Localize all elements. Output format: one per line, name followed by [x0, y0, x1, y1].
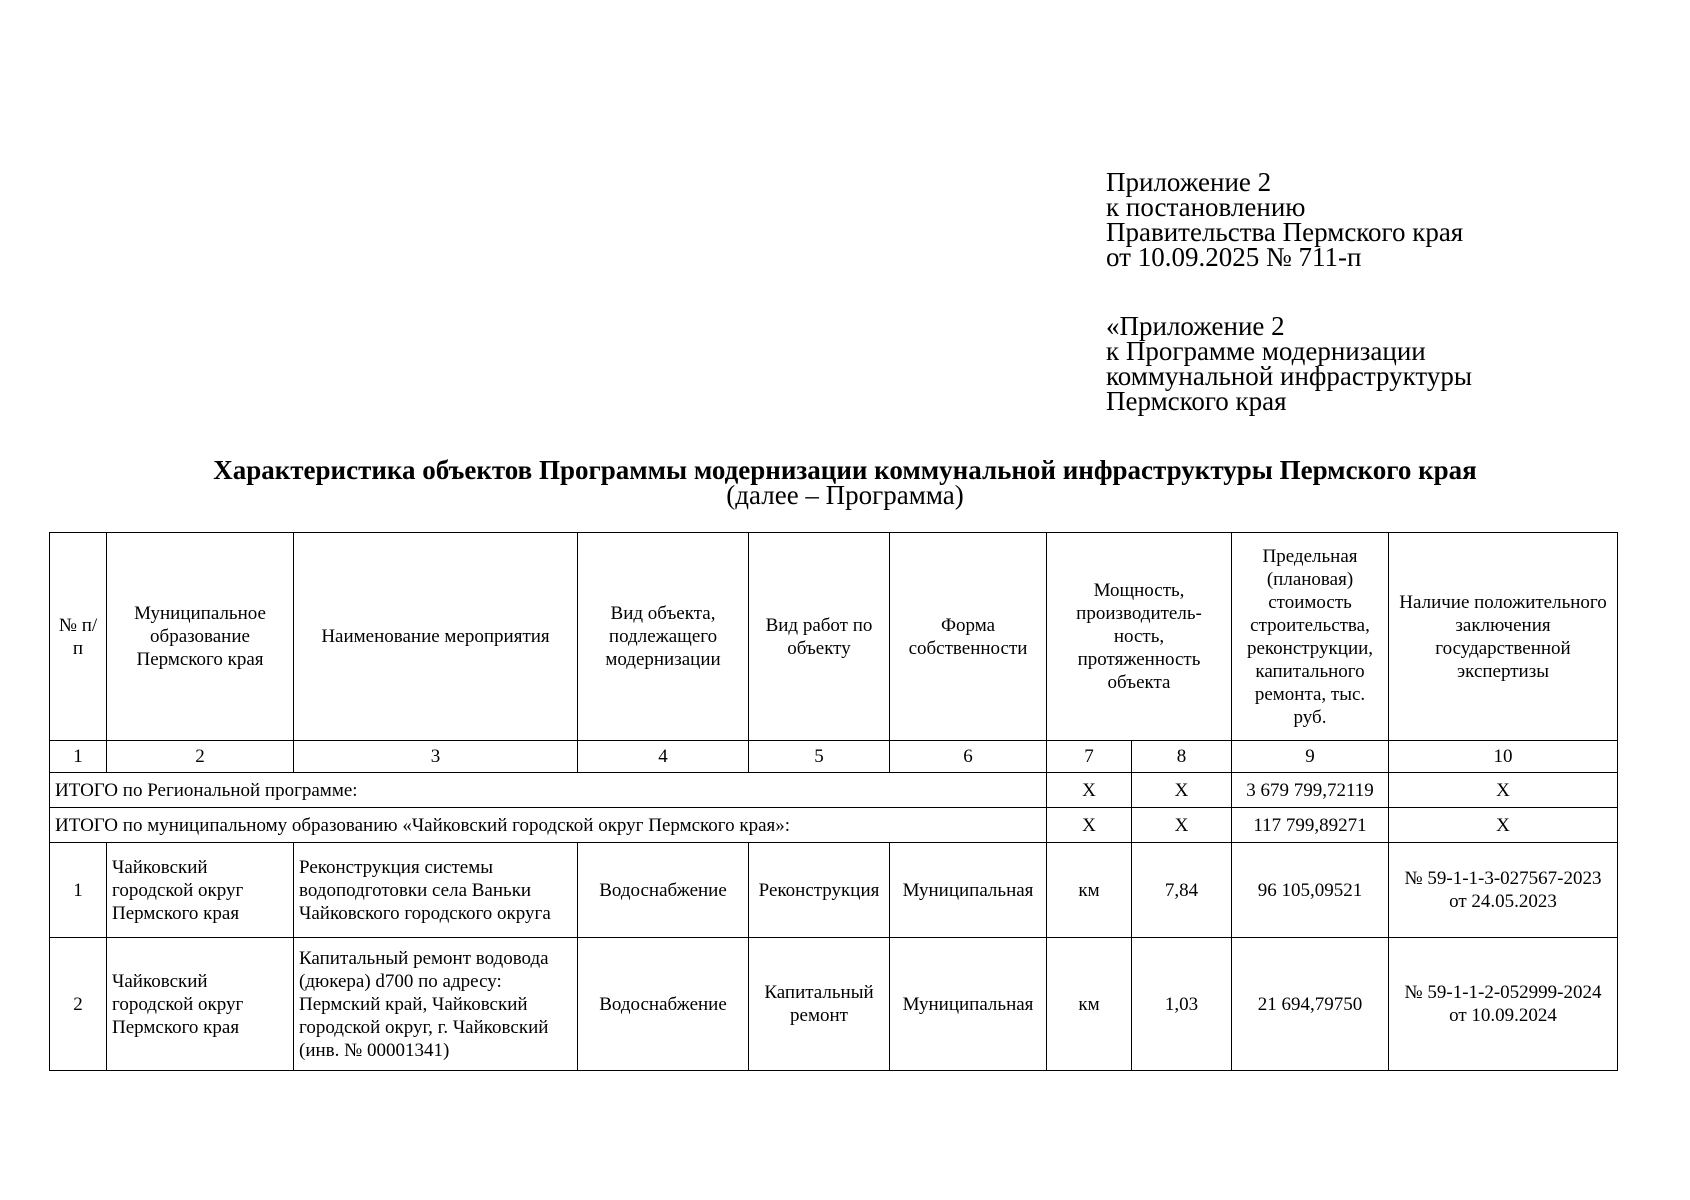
cell-object-type: Водоснабжение	[578, 843, 749, 938]
cell-expertise	[1389, 938, 1618, 1071]
total-expertise: Х	[1389, 773, 1618, 808]
column-number-row	[50, 741, 1618, 773]
total-expertise: Х	[1389, 808, 1618, 843]
total-unit: Х	[1047, 808, 1132, 843]
cell-unit: км	[1047, 938, 1132, 1071]
column-number: 6	[890, 741, 1047, 773]
cell-work-type: Капитальный ремонт	[749, 938, 890, 1071]
expertise-number: № 59-1-1-3-027567-2023	[1404, 868, 1602, 889]
header-event-name: Наименование мероприятия	[294, 533, 578, 741]
cell-event-name: Капитальный ремонт водовода (дюкера) d700 по адресу: Пермский край, Чайковский городской округ, г. Чайковский (инв. № 00001341)	[294, 938, 578, 1071]
appendix-header	[1106, 167, 1576, 272]
cell-unit: км	[1047, 843, 1132, 938]
table-header-row	[50, 533, 1618, 741]
program-appendix-line: к Программе модернизации	[1106, 336, 1426, 366]
expertise-date: от 10.09.2024	[1449, 1005, 1557, 1026]
program-appendix-line: «Приложение 2	[1106, 311, 1285, 341]
document-title: Характеристика объектов Программы модернизации коммунальной инфраструктуры Пермского края	[213, 455, 1477, 485]
appendix-line: Приложение 2	[1106, 167, 1272, 197]
total-cost: 3 679 799,72119	[1232, 773, 1389, 808]
header-work-type: Вид работ по объекту	[749, 533, 890, 741]
total-label: ИТОГО по муниципальному образованию «Чайковский городской округ Пермского края»:	[50, 808, 1047, 843]
appendix-line: к постановлению	[1106, 192, 1306, 222]
objects-table	[49, 532, 1618, 1071]
cell-work-type: Реконструкция	[749, 843, 890, 938]
cell-object-type: Водоснабжение	[578, 938, 749, 1071]
column-number: 1	[50, 741, 107, 773]
program-appendix-header	[1106, 311, 1576, 416]
header-capacity: Мощность, производитель-ность, протяженность объекта	[1047, 533, 1232, 741]
column-number: 3	[294, 741, 578, 773]
cell-ownership: Муниципальная	[890, 843, 1047, 938]
column-number: 8	[1132, 741, 1232, 773]
cell-num: 2	[50, 938, 107, 1071]
table-row	[50, 843, 1618, 938]
expertise-number: № 59-1-1-2-052999-2024	[1404, 982, 1602, 1003]
cell-municipality: Чайковский городской округ Пермского края	[107, 843, 294, 938]
cell-num: 1	[50, 843, 107, 938]
cell-municipality: Чайковский городской округ Пермского края	[107, 938, 294, 1071]
header-ownership: Форма собственности	[890, 533, 1047, 741]
program-appendix-line: коммунальной инфраструктуры	[1106, 361, 1472, 391]
appendix-line: Правительства Пермского края	[1106, 217, 1464, 247]
column-number: 4	[578, 741, 749, 773]
header-num: № п/п	[50, 533, 107, 741]
cell-event-name: Реконструкция системы водоподготовки села Ваньки Чайковского городского округа	[294, 843, 578, 938]
header-object-type: Вид объекта, подлежащего модернизации	[578, 533, 749, 741]
cell-expertise	[1389, 843, 1618, 938]
header-expertise: Наличие положительного заключения государственной экспертизы	[1389, 533, 1618, 741]
total-row-regional	[50, 773, 1618, 808]
column-number: 2	[107, 741, 294, 773]
total-capacity: Х	[1132, 773, 1232, 808]
column-number: 9	[1232, 741, 1389, 773]
table-row	[50, 938, 1618, 1071]
expertise-date: от 24.05.2023	[1449, 891, 1557, 912]
cell-capacity: 1,03	[1132, 938, 1232, 1071]
total-capacity: Х	[1132, 808, 1232, 843]
program-appendix-line: Пермского края	[1106, 386, 1287, 416]
column-number: 10	[1389, 741, 1618, 773]
header-cost: Предельная (плановая) стоимость строительства, реконструкции, капитального ремонта, тыс. руб.	[1232, 533, 1389, 741]
cell-cost: 96 105,09521	[1232, 843, 1389, 938]
total-row-municipality	[50, 808, 1618, 843]
total-label: ИТОГО по Региональной программе:	[50, 773, 1047, 808]
total-cost: 117 799,89271	[1232, 808, 1389, 843]
column-number: 7	[1047, 741, 1132, 773]
document-subtitle: (далее – Программа)	[726, 480, 964, 510]
cell-capacity: 7,84	[1132, 843, 1232, 938]
total-unit: Х	[1047, 773, 1132, 808]
cell-cost: 21 694,79750	[1232, 938, 1389, 1071]
appendix-line: от 10.09.2025 № 711-п	[1106, 242, 1362, 272]
cell-ownership: Муниципальная	[890, 938, 1047, 1071]
column-number: 5	[749, 741, 890, 773]
header-municipality: Муниципальное образование Пермского края	[107, 533, 294, 741]
